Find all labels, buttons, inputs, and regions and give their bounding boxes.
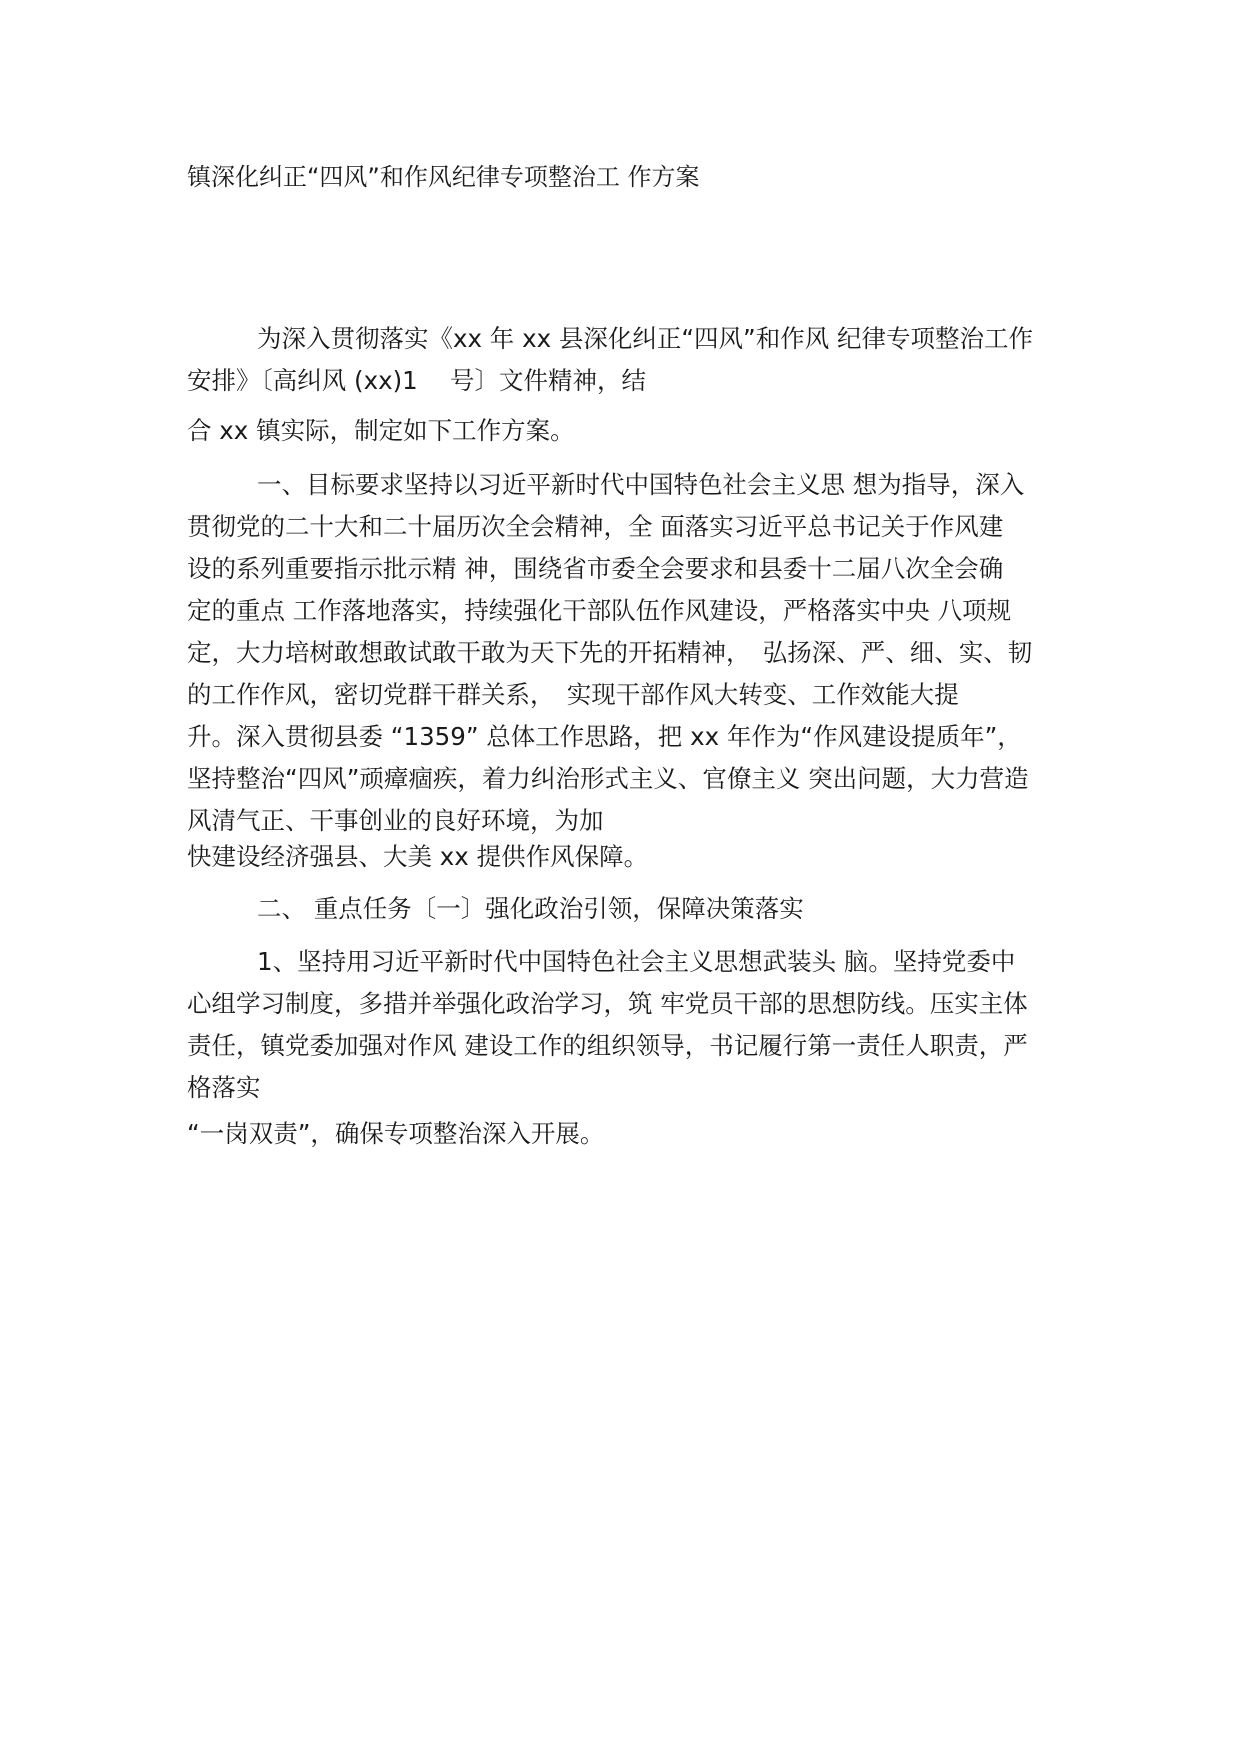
section2-heading-block <box>187 888 1047 930</box>
section1-line: 升。深入贯彻县委 “1359” 总体工作思路，把 xx 年作为“作风建设提质年”， <box>187 722 1022 751</box>
section1-paragraph-cont <box>187 836 1047 878</box>
intro-line-2: 安排》〔高纠风 (xx)1 号〕文件精神，结 <box>187 366 647 395</box>
section1-line: 坚持整治“四风”顽瘴痼疾，着力纠治形式主义、官僚主义 突出问题，大力营造 <box>187 764 1029 793</box>
section1-line: 风清气正、干事创业的良好环境，为加 <box>187 806 604 835</box>
item1-line: 责任，镇党委加强对作风 建设工作的组织领导，书记履行第一责任人职责，严 <box>187 1031 1028 1060</box>
item1-line: 心组学习制度，多措并举强化政治学习，筑 牢党员干部的思想防线。压实主体 <box>187 989 1028 1018</box>
item1-paragraph-cont <box>187 1113 1047 1155</box>
section1-line: 定的重点 工作落地落实，持续强化干部队伍作风建设，严格落实中央 八项规 <box>187 596 1012 625</box>
item1-line: 1、坚持用习近平新时代中国特色社会主义思想武装头 脑。坚持党委中 <box>257 947 1016 976</box>
item1-tail: “一岗双责”，确保专项整治深入开展。 <box>187 1119 605 1148</box>
intro-line-1: 为深入贯彻落实《xx 年 xx 县深化纠正“四风”和作风 纪律专项整治工作 <box>257 324 1034 353</box>
item1-line: 格落实 <box>187 1073 261 1102</box>
section1-line: 的工作作风，密切党群干群关系， 实现干部作风大转变、工作效能大提 <box>187 680 959 709</box>
intro-paragraph-cont <box>187 410 1047 452</box>
section1-line: 设的系列重要指示批示精 神，围绕省市委全会要求和县委十二届八次全会确 <box>187 554 1004 583</box>
intro-paragraph <box>187 318 1047 402</box>
intro-line-3: 合 xx 镇实际，制定如下工作方案。 <box>187 416 575 445</box>
document-title: 镇深化纠正“四风”和作风纪律专项整治工 作方案 <box>187 163 700 191</box>
section1-line: 定，大力培树敢想敢试敢干敢为天下先的开拓精神， 弘扬深、严、细、实、韧 <box>187 638 1033 667</box>
section2-heading: 二、 重点任务〔一〕强化政治引领，保障决策落实 <box>257 894 804 923</box>
section1-line: 贯彻党的二十大和二十届历次全会精神，全 面落实习近平总书记关于作风建 <box>187 512 1004 541</box>
section1-tail: 快建设经济强县、大美 xx 提供作风保障。 <box>187 842 649 871</box>
item1-paragraph <box>187 941 1047 1109</box>
section1-line: 一、目标要求坚持以习近平新时代中国特色社会主义思 想为指导，深入 <box>257 470 1025 499</box>
section1-paragraph <box>187 464 1047 842</box>
